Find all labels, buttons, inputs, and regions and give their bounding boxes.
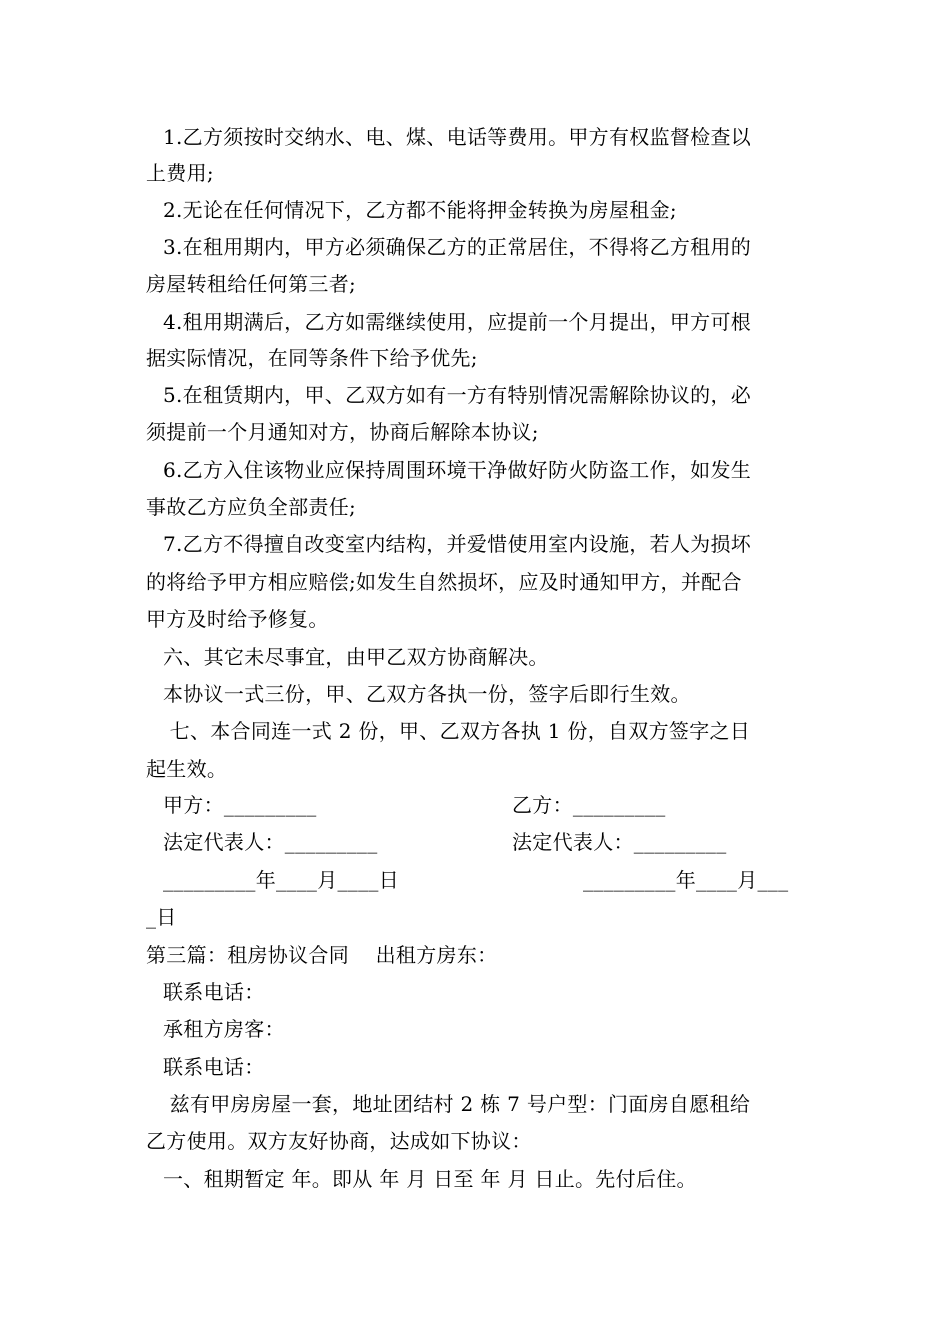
tenant-label: 承租方房客： bbox=[163, 1017, 285, 1041]
clause-7-line-1: 7.乙方不得擅自改变室内结构，并爱惜使用室内设施，若人为损坏 bbox=[163, 532, 752, 556]
party-b-date: _________年____月___ bbox=[583, 868, 789, 892]
clause-1-line-2: 上费用; bbox=[146, 161, 214, 185]
clause-1-line-1: 1.乙方须按时交纳水、电、煤、电话等费用。甲方有权监督检查以 bbox=[163, 125, 752, 149]
clause-3-line-2: 房屋转租给任何第三者; bbox=[146, 272, 357, 296]
clause-6-line-2: 事故乙方应负全部责任; bbox=[146, 495, 357, 519]
clause-7-line-3: 甲方及时给予修复。 bbox=[146, 607, 329, 631]
clause-6-line-1: 6.乙方入住该物业应保持周围环境干净做好防火防盗工作，如发生 bbox=[163, 458, 752, 482]
party-a-date: _________年____月____日 bbox=[163, 868, 399, 892]
clause-4-line-2: 据实际情况，在同等条件下给予优先; bbox=[146, 346, 478, 370]
tenant-phone: 联系电话： bbox=[163, 1055, 265, 1079]
landlord-phone: 联系电话： bbox=[163, 980, 265, 1004]
party-b-representative: 法定代表人：_________ bbox=[512, 830, 727, 854]
party-a-signature: 甲方：_________ bbox=[163, 793, 317, 817]
party-b-signature: 乙方：_________ bbox=[512, 793, 666, 817]
clause-4-line-1: 4.租用期满后，乙方如需继续使用，应提前一个月提出，甲方可根 bbox=[163, 310, 752, 334]
premises-line-2: 乙方使用。双方友好协商，达成如下协议： bbox=[146, 1129, 532, 1153]
party-b-date-continued: _日 bbox=[146, 905, 177, 929]
copies-note: 本协议一式三份，甲、乙双方各执一份，签字后即行生效。 bbox=[163, 682, 691, 706]
clause-5-line-2: 须提前一个月通知对方，协商后解除本协议; bbox=[146, 420, 539, 444]
clause-7-line-2: 的将给予甲方相应赔偿;如发生自然损坏，应及时通知甲方，并配合 bbox=[146, 570, 742, 594]
term-clause: 一、租期暂定 年。即从 年 月 日至 年 月 日止。先付后住。 bbox=[163, 1167, 697, 1191]
section-6: 六、其它未尽事宜，由甲乙双方协商解决。 bbox=[163, 645, 549, 669]
clause-2: 2.无论在任何情况下，乙方都不能将押金转换为房屋租金; bbox=[163, 198, 677, 222]
party-a-representative: 法定代表人：_________ bbox=[163, 830, 378, 854]
clause-5-line-1: 5.在租赁期内，甲、乙双方如有一方有特别情况需解除协议的，必 bbox=[163, 383, 752, 407]
section-7-line-2: 起生效。 bbox=[146, 757, 228, 781]
section-7-line-1: 七、本合同连一式 2 份，甲、乙双方各执 1 份，自双方签字之日 bbox=[163, 719, 751, 743]
premises-line-1: 兹有甲房房屋一套，地址团结村 2 栋 7 号户型：门面房自愿租给 bbox=[163, 1092, 751, 1116]
part-3-heading: 第三篇：租房协议合同 出租方房东： bbox=[146, 943, 498, 967]
clause-3-line-1: 3.在租用期内，甲方必须确保乙方的正常居住，不得将乙方租用的 bbox=[163, 235, 752, 259]
